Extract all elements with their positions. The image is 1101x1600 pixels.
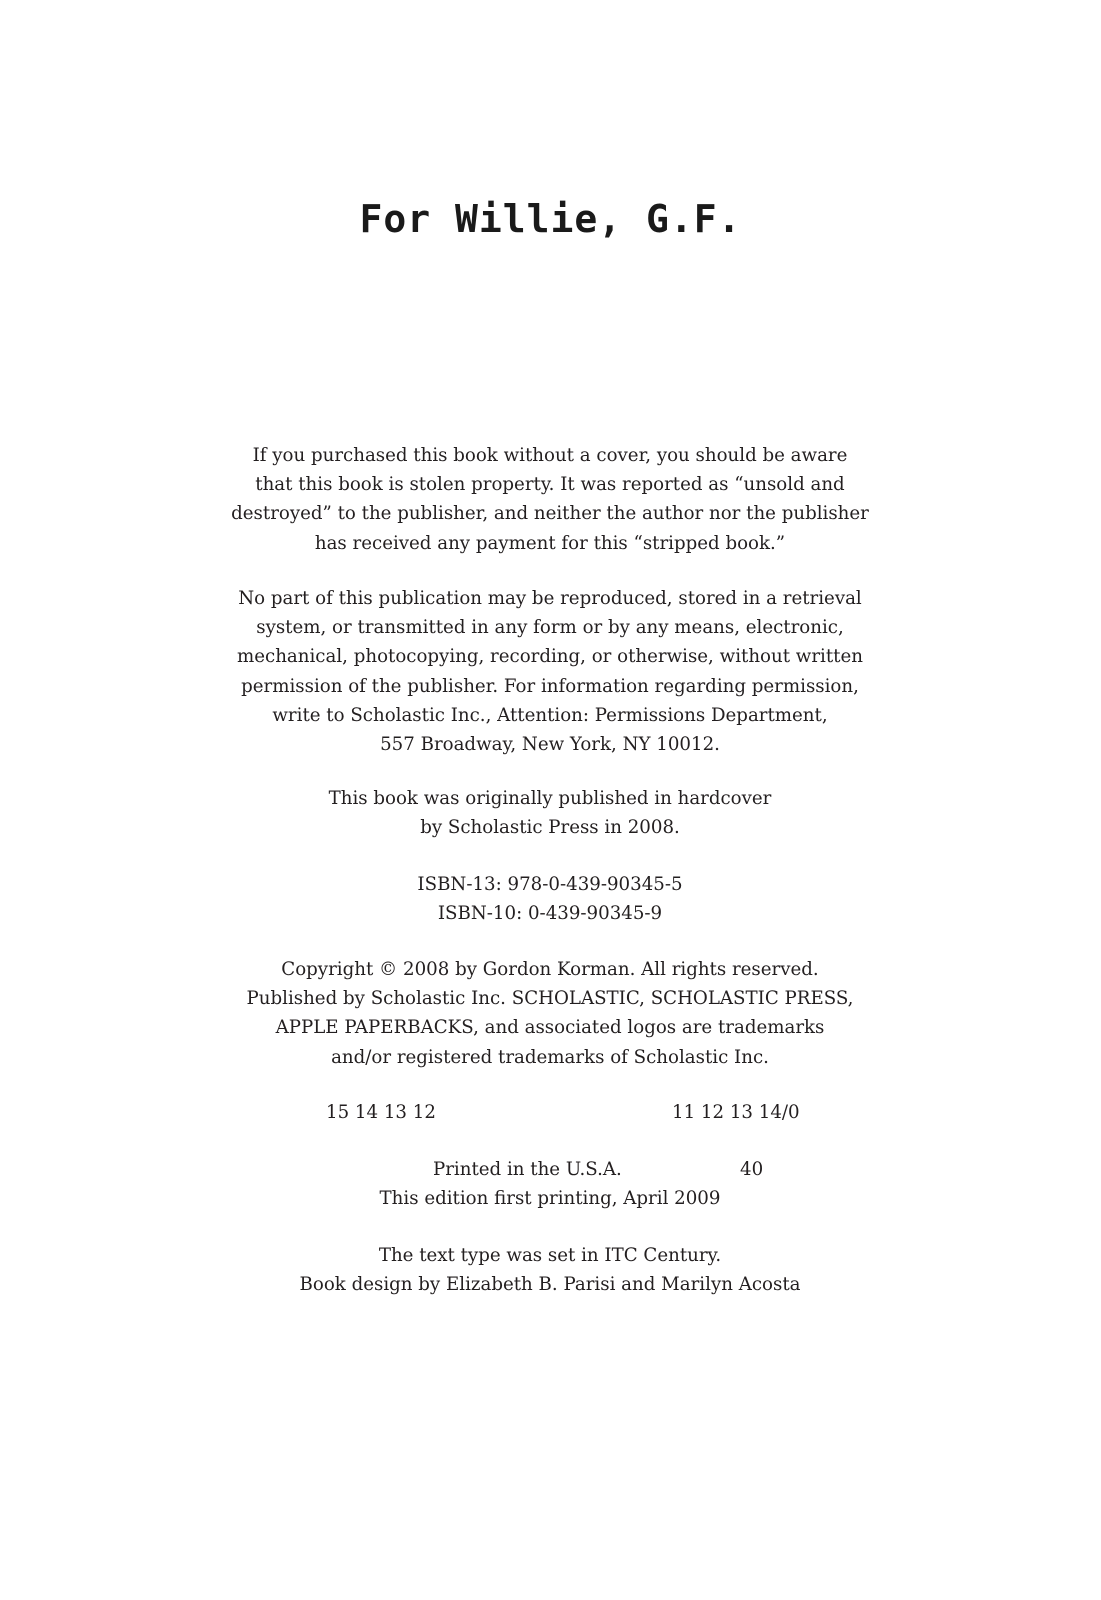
notice-line: If you purchased this book without a cover, you should be aware <box>252 445 848 466</box>
rights-line: No part of this publication may be reproduced, stored in a retrieval <box>238 588 862 609</box>
printed-in: Printed in the U.S.A. <box>433 1159 622 1180</box>
isbn-10: ISBN-10: 0-439-90345-9 <box>437 903 663 925</box>
isbn-block <box>150 870 950 928</box>
notice-line: destroyed” to the publisher, and neither the author nor the publisher <box>231 503 869 525</box>
copyright-line: Copyright © 2008 by Gordon Korman. All rights reserved. <box>281 959 819 980</box>
edition-line: This edition first printing, April 2009 <box>379 1188 721 1209</box>
rights-line: mechanical, photocopying, recording, or otherwise, without written <box>237 646 863 668</box>
copyright-line: and/or registered trademarks of Scholastic Inc. <box>331 1046 769 1068</box>
dedication: For Willie, G.F. <box>359 197 742 241</box>
copyright-line: APPLE PAPERBACKS, and associated logos are trademarks <box>275 1017 825 1039</box>
original-publication-note <box>150 784 950 842</box>
stripped-book-notice <box>150 441 950 558</box>
copyright-line: Published by Scholastic Inc. SCHOLASTIC, SCHOLASTIC PRESS, <box>246 988 854 1010</box>
printing-code-left: 15 14 13 12 <box>326 1102 436 1123</box>
isbn-13: ISBN-13: 978-0-439-90345-5 <box>417 874 683 895</box>
rights-notice <box>150 584 950 759</box>
rights-line: write to Scholastic Inc., Attention: Permissions Department, <box>272 704 828 726</box>
typeface-line: The text type was set in ITC Century. <box>378 1245 722 1266</box>
publication-line: by Scholastic Press in 2008. <box>420 817 680 839</box>
printing-code-right: 11 12 13 14/0 <box>672 1102 800 1123</box>
edition-note <box>150 1184 950 1213</box>
rights-line: permission of the publisher. For information regarding permission, <box>241 675 859 697</box>
rights-line: 557 Broadway, New York, NY 10012. <box>380 734 720 756</box>
plant-code: 40 <box>740 1159 764 1180</box>
rights-line: system, or transmitted in any form or by any means, electronic, <box>256 617 844 639</box>
notice-line: that this book is stolen property. It was reported as “unsold and <box>255 474 845 496</box>
book-design-line: Book design by Elizabeth B. Parisi and Marilyn Acosta <box>299 1274 801 1296</box>
design-credits <box>150 1241 950 1299</box>
publication-line: This book was originally published in hardcover <box>328 788 772 809</box>
notice-line: has received any payment for this “stripped book.” <box>314 532 786 554</box>
copyright-block <box>150 955 950 1072</box>
